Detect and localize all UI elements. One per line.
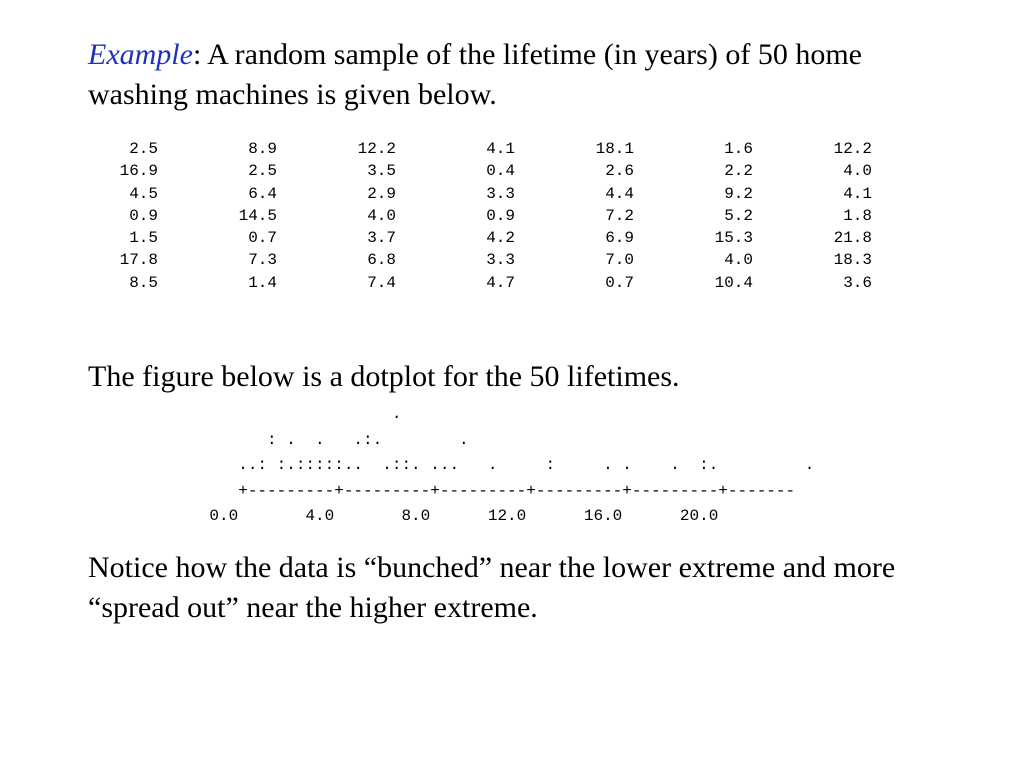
table-cell: 6.8 [367,251,396,270]
table-cell: 21.8 [833,229,872,248]
table-cell: 3.7 [367,229,396,248]
table-cell: 17.8 [119,251,158,270]
table-row [100,272,872,294]
table-cell: 4.2 [486,229,515,248]
table-cell: 1.8 [843,206,872,225]
table-cell: 1.5 [129,229,158,248]
table-cell: 4.0 [367,206,396,225]
table-cell: 4.5 [129,184,158,203]
table-cell: 18.1 [595,140,634,158]
table-cell: 4.7 [486,273,515,292]
table-cell: 5.2 [724,206,753,225]
table-cell: 15.3 [714,229,753,248]
table-cell: 4.4 [605,184,634,203]
table-cell: 0.7 [605,273,634,292]
table-cell: 2.2 [724,162,753,181]
table-cell: 12.2 [357,140,396,158]
table-cell: 7.2 [605,206,634,225]
dotplot-dots-row: ..: :.:::::.. .::. ... . : . . . :. . [171,456,815,474]
intro-paragraph [88,35,968,115]
table-cell: 8.5 [129,273,158,292]
table-cell: 1.4 [248,273,277,292]
table-cell: 10.4 [714,273,753,292]
table-cell: 3.5 [367,162,396,181]
example-label: Example [88,38,193,71]
table-cell: 2.9 [367,184,396,203]
conclusion-paragraph: Notice how the data is “bunched” near the lower extreme and more “spread out” near the higher extreme. [88,551,896,624]
table-cell: 4.0 [843,162,872,181]
table-row [100,249,872,271]
dotplot-dots-row: . [171,405,402,423]
table-cell: 7.0 [605,251,634,270]
table-cell: 4.1 [843,184,872,203]
table-cell: 6.9 [605,229,634,248]
table-cell: 6.4 [248,184,277,203]
table-cell: 2.5 [248,162,277,181]
table-cell: 4.1 [486,140,515,158]
intro-text: : A random sample of the lifetime (in years) of 50 home washing machines is given below. [88,38,862,111]
table-cell: 18.3 [833,251,872,270]
table-cell: 8.9 [248,140,277,158]
table-cell: 7.3 [248,251,277,270]
table-cell: 3.6 [843,273,872,292]
table-row [100,138,872,160]
table-cell: 1.6 [724,140,753,158]
table-row [100,205,872,227]
dotplot-axis: +---------+---------+---------+---------+---------+------- [171,481,796,500]
text-dotplot [171,402,814,530]
table-cell: 7.4 [367,273,396,292]
table-cell: 0.9 [486,206,515,225]
table-cell: 4.0 [724,251,753,270]
table-cell: 16.9 [119,162,158,181]
dotplot-axis-labels: 0.0 4.0 8.0 12.0 16.0 20.0 [171,507,719,525]
table-cell: 3.3 [486,251,515,270]
table-cell: 14.5 [238,206,277,225]
table-row [100,160,872,182]
lifetime-data-table [100,138,872,294]
table-row [100,227,872,249]
table-cell: 3.3 [486,184,515,203]
table-cell: 2.5 [129,140,158,158]
table-row [100,183,872,205]
table-cell: 0.4 [486,162,515,181]
dotplot-caption: The figure below is a dotplot for the 50 lifetimes. [88,360,680,393]
table-cell: 0.9 [129,206,158,225]
table-cell: 0.7 [248,229,277,248]
table-cell: 12.2 [833,140,872,158]
dotplot-dots-row: : . . .:. . [171,430,469,449]
table-cell: 2.6 [605,162,634,181]
table-cell: 9.2 [724,184,753,203]
